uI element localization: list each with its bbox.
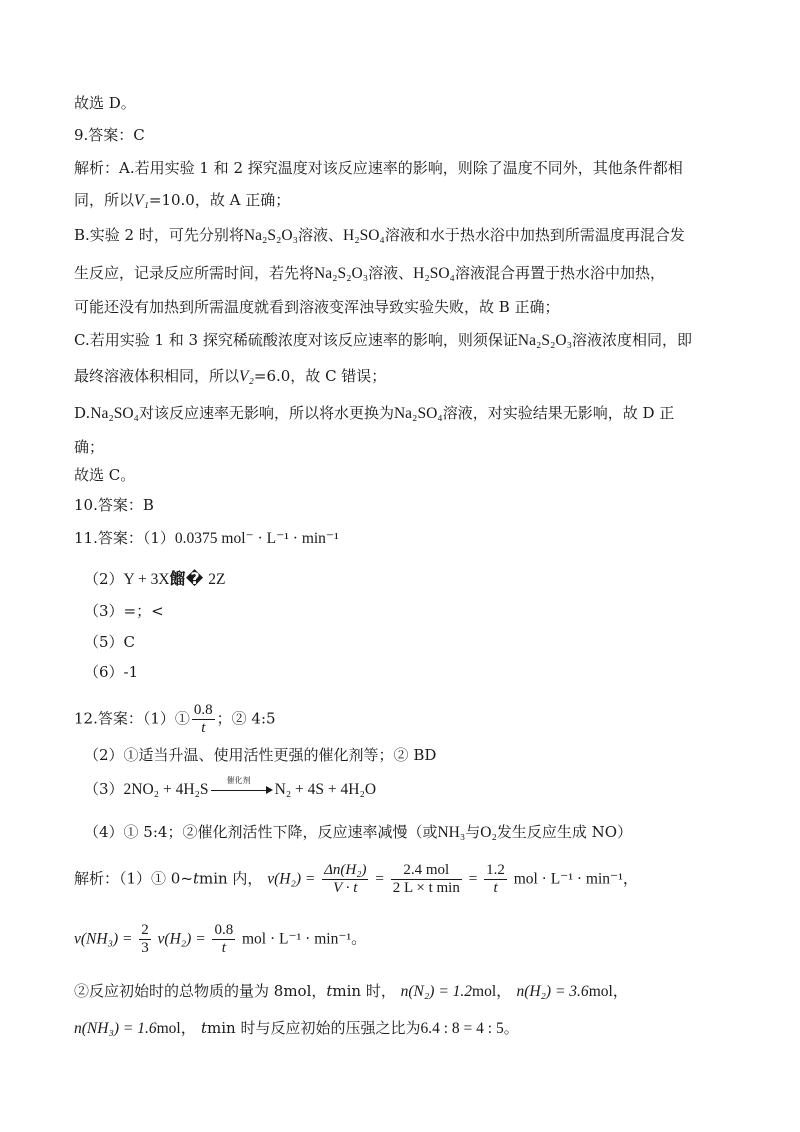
equation-reactants: 2NO₂ + 4H₂S [123, 781, 209, 798]
answer-11-2: （2）Y + 3X餾� 2Z [84, 569, 226, 588]
answer-12-3: （3）2NO₂ + 4H₂S 催化剂 N₂ + 4S + 4H₂O [84, 776, 377, 798]
var-v2: V₂ [239, 368, 254, 385]
explanation-9-a-cont: 同，所以V₁=10.0，故 A 正确； [74, 191, 291, 209]
equation-lhs: Y + 3X [123, 571, 170, 588]
fraction: $\frac{2}{3}$ [141, 922, 149, 956]
amount-nh3: n(NH₃) = 1.6 [74, 1020, 157, 1037]
explanation-9-b: B.实验 2 时，可先分别将Na₂S₂O₃溶液、H₂SO₄溶液和水于热水浴中加热到所需温度再混合发 [74, 226, 685, 244]
explanation-9-d: D.Na₂SO₄对该反应速率无影响，所以将水更换为Na₂SO₄溶液，对实验结果无影响，故 D 正 [74, 404, 675, 422]
formula-na2s2o3: Na₂S₂O₃ [517, 332, 572, 349]
conclusion-9: 故选 C。 [74, 466, 136, 484]
explanation-9-c-cont: 最终溶液体积相同，所以V₂=6.0，故 C 错误； [74, 367, 387, 385]
equation-rhs: 2Z [208, 571, 226, 588]
explanation-9-d-cont: 确； [74, 438, 105, 456]
explanation-9-b-cont2: 可能还没有加热到所需温度就看到溶液变浑浊导致实验失败，故 B 正确； [74, 298, 560, 316]
equation-products: N₂ + 4S + 4H₂O [274, 781, 377, 798]
explanation-12-2-cont: n(NH₃) = 1.6mol， tmin 时与反应初始的压强之比为6.4 : 8 = 4 : 5。 [74, 1019, 519, 1037]
formula-h2so4: H₂SO₄ [343, 227, 385, 244]
answer-12-4: （4）① 5:4；②催化剂活性下降，反应速率减慢（或NH₃与O₂发生反应生成 NO） [84, 823, 633, 841]
explanation-12-2: ②反应初始时的总物质的量为 8mol，tmin 时， n(N₂) = 1.2mol， n(H₂) = 3.6mol， [74, 982, 629, 1000]
fraction: $\frac{\text{Δn(H₂)}}{V \cdot t}$ [324, 862, 367, 896]
formula-na2so4: Na₂SO₄ [393, 405, 443, 422]
reaction-arrow [211, 776, 273, 797]
answer-11-6: （6）-1 [84, 663, 139, 681]
explanation-12-1: 解析：（1）① 0~tmin 内， v(H₂) = $\frac{\text{Δn(H₂)}}{V \cdot t}$ = $\frac{\text{2.4 mol}}{\text{2 L × t min}}$ = $\frac{1.2}{t}$ mol · L⁻¹ · min⁻¹， [74, 862, 639, 896]
answer-9: 9.答案：C [74, 126, 145, 144]
rate-h2: v(H₂) = [267, 870, 316, 888]
explanation-9-a: 解析：A.若用实验 1 和 2 探究温度对该反应速率的影响，则除了温度不同外，其他条件都相 [74, 159, 683, 177]
fraction: $\frac{0.8}{t}$ [214, 922, 234, 956]
garbled-symbol: 餾� [169, 569, 204, 588]
rate-value: 0.0375 mol⁻ · L⁻¹ · min⁻¹ [174, 530, 339, 547]
answer-11-1: 11.答案：（1）0.0375 mol⁻ · L⁻¹ · min⁻¹ [74, 529, 339, 547]
amount-n2: n(N₂) = 1.2 [400, 983, 473, 1000]
fraction: $\frac{0.8}{t}$ [193, 702, 213, 736]
formula-na2s2o3: Na₂S₂O₃ [314, 265, 369, 282]
fraction: $\frac{\text{2.4 mol}}{\text{2 L × t min}}$ [392, 862, 460, 896]
formula-o2: O₂ [480, 824, 497, 841]
fraction: $\frac{1.2}{t}$ [486, 862, 505, 896]
amount-h2: n(H₂) = 3.6 [516, 983, 589, 1000]
answer-10: 10.答案：B [74, 496, 154, 514]
formula-na2s2o3: Na₂S₂O₃ [243, 227, 298, 244]
pressure-ratio: 6.4 : 8 = 4 : 5 [420, 1020, 504, 1037]
answer-12-1: 12.答案：（1）① $\frac{0.8}{t}$ ；② 4:5 [74, 702, 276, 736]
var-v1: V₁ [134, 192, 149, 209]
formula-na2so4: Na₂SO₄ [90, 405, 139, 422]
line-1: 故选 D。 [74, 94, 136, 112]
answer-12-2: （2）①适当升温、使用活性更强的催化剂等；② BD [84, 746, 437, 764]
formula-nh3: NH₃ [437, 824, 466, 841]
formula-h2so4: H₂SO₄ [413, 265, 455, 282]
explanation-9-c: C.若用实验 1 和 3 探究稀硫酸浓度对该反应速率的影响，则须保证Na₂S₂O₃溶液浓度相同，即 [74, 331, 692, 349]
answer-11-5: （5）C [84, 633, 136, 651]
answer-11-3: （3）=；< [84, 602, 164, 620]
explanation-12-1-cont: v(NH₃) = $\frac{2}{3}$ v(H₂) = $\frac{0.8}{t}$ mol · L⁻¹ · min⁻¹。 [74, 922, 367, 956]
explanation-9-b-cont: 生反应，记录反应所需时间，若先将Na₂S₂O₃溶液、H₂SO₄溶液混合再置于热水浴中加热， [74, 264, 665, 282]
rate-nh3: v(NH₃) = [74, 930, 133, 948]
catalyst-label: 催化剂 [226, 776, 251, 785]
